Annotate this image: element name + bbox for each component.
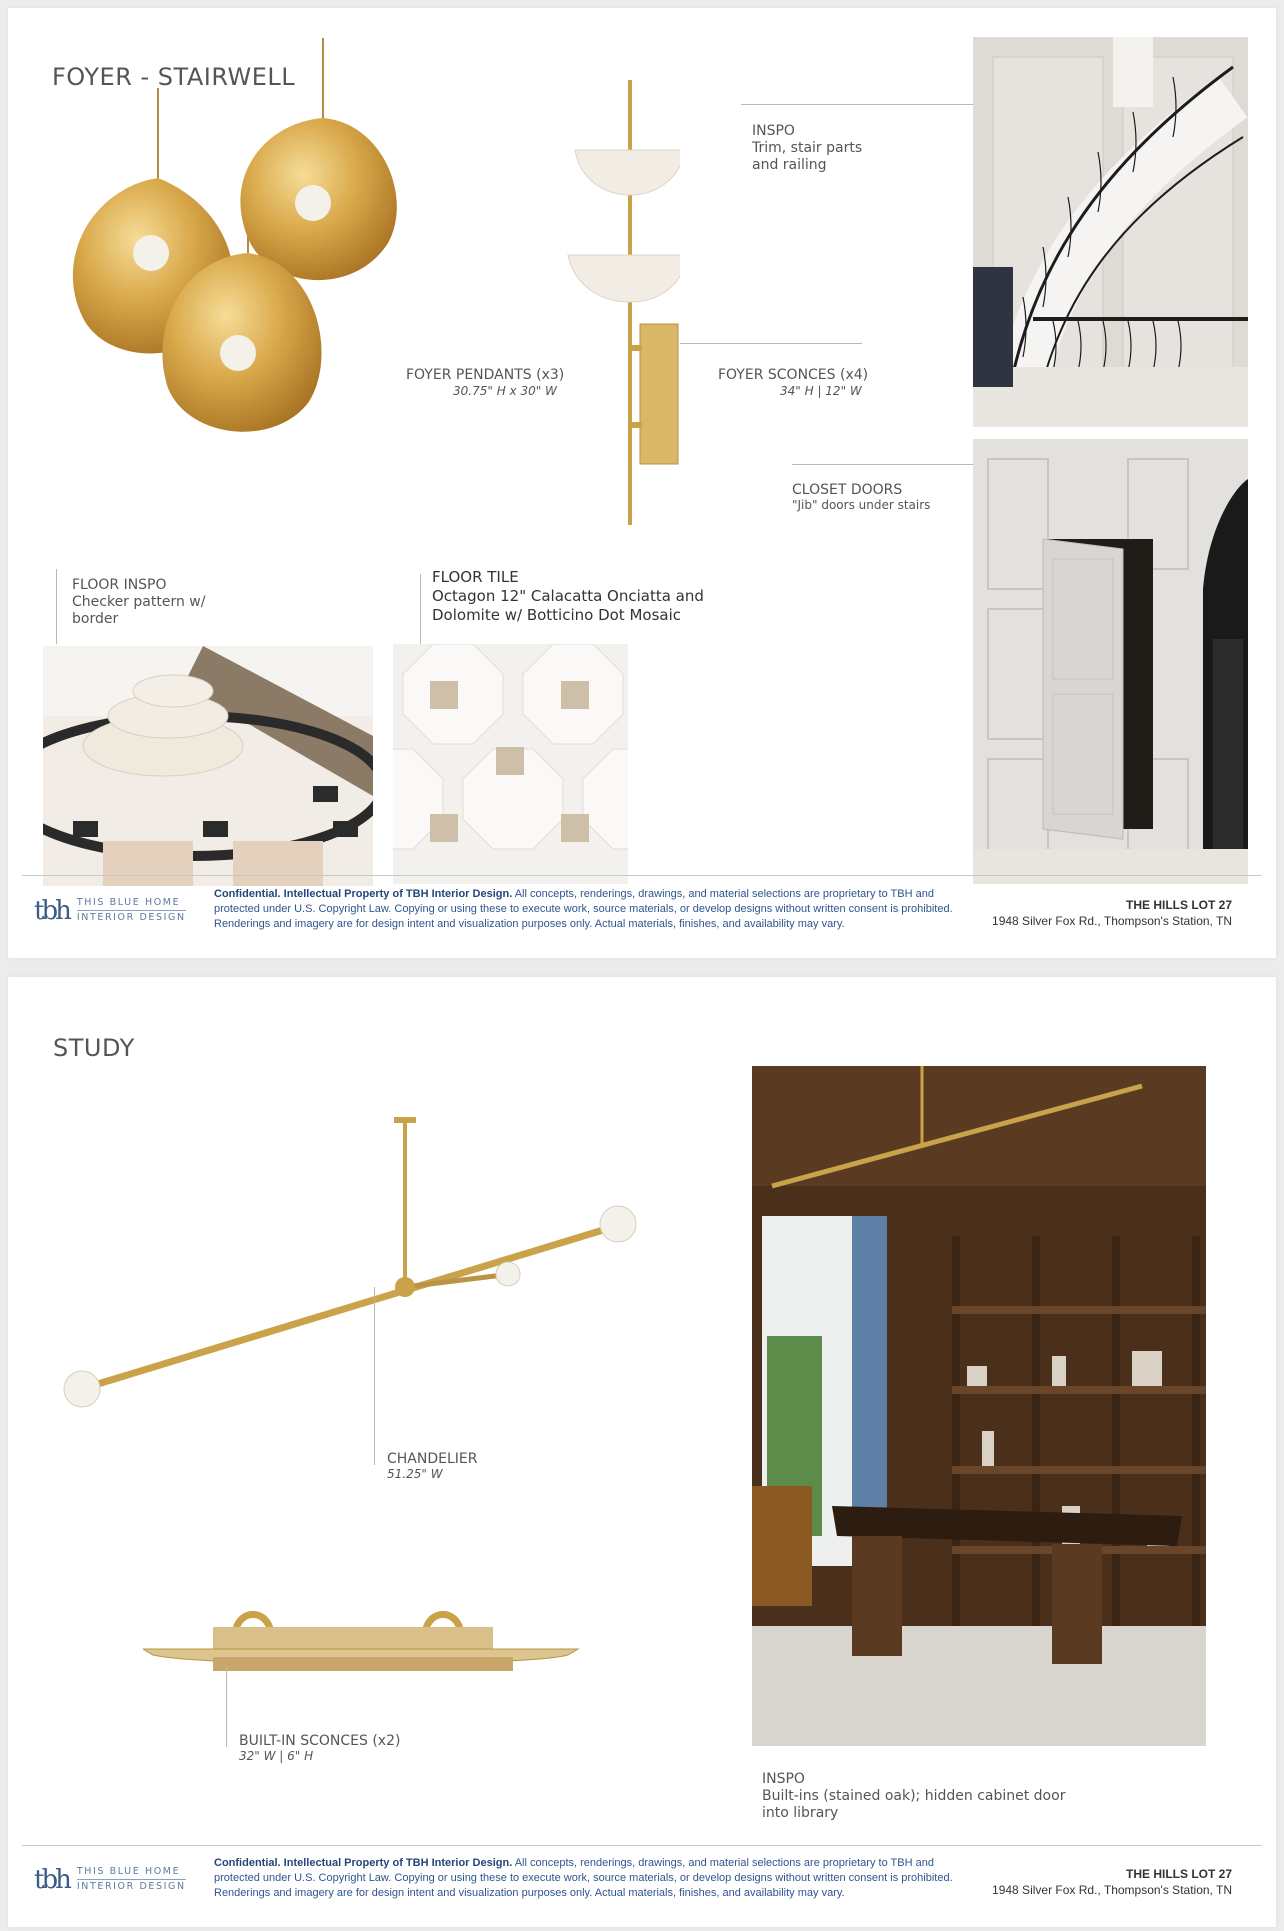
study-inspo-heading: INSPO xyxy=(762,1771,805,1787)
pendants-dims: 30.75" H x 30" W xyxy=(453,384,557,398)
sconces-dims: 34" H | 12" W xyxy=(780,384,862,398)
chandelier-dims: 51.25" W xyxy=(387,1467,443,1481)
chandelier-leader-line xyxy=(374,1287,375,1465)
builtin-sconce-image xyxy=(143,1597,583,1687)
floor-inspo-line2: border xyxy=(72,611,119,627)
inspo-leader-line xyxy=(741,104,981,105)
study-inspo-line2: into library xyxy=(762,1805,839,1821)
legal-bold: Confidential. Intellectual Property of TBH Interior Design. xyxy=(214,1857,513,1869)
legal-line2: and protected under U.S. Copyright Law. Copying or using these to execute work, source materials, or develop designs without written consent is xyxy=(214,888,934,915)
chandelier-image xyxy=(58,1117,658,1457)
floor-inspo-leader-line xyxy=(56,569,57,644)
builtin-dims: 32" W | 6" H xyxy=(239,1749,314,1763)
builtin-leader-line xyxy=(226,1667,227,1747)
legal-line3: prohibited. Renderings and imagery are for design intent and visualization purposes only. Actual materials, finishes, and availability may vary. xyxy=(214,1872,953,1899)
foyer-sconce-image xyxy=(560,80,680,530)
project-info xyxy=(992,897,1232,929)
legal-line1: All concepts, renderings, drawings, and material selections are proprietary to TBH xyxy=(514,888,913,900)
floor-tile-heading: FLOOR TILE xyxy=(432,568,519,586)
project-name: THE HILLS LOT 27 xyxy=(1125,898,1232,912)
closet-doors-photo xyxy=(973,439,1248,884)
study-inspo-line1: Built-ins (stained oak); hidden cabinet door xyxy=(762,1788,1066,1804)
study-inspo-photo xyxy=(752,1066,1206,1746)
inspo-heading: INSPO xyxy=(752,123,795,139)
logo-line1: THIS BLUE HOME xyxy=(76,1866,181,1877)
floor-inspo-line1: Checker pattern w/ xyxy=(72,594,206,610)
legal-bold: Confidential. Intellectual Property of TBH Interior Design. xyxy=(214,888,513,900)
logo-line2: INTERIOR DESIGN xyxy=(76,1881,186,1892)
project-info xyxy=(992,1866,1232,1898)
stair-railing-photo xyxy=(973,37,1248,427)
logo-mark: tbh xyxy=(34,1864,69,1895)
page-title: FOYER - STAIRWELL xyxy=(52,63,296,91)
closet-desc: "Jib" doors under stairs xyxy=(792,498,931,512)
project-address: 1948 Silver Fox Rd., Thompson's Station, TN xyxy=(992,914,1232,928)
floor-inspo-photo xyxy=(43,646,373,886)
legal-notice xyxy=(214,1856,954,1901)
sconce-leader-line xyxy=(680,343,862,344)
footer-logo xyxy=(34,897,186,924)
footer-rule xyxy=(22,1845,1262,1846)
study-page xyxy=(8,977,1276,1927)
logo-line2: INTERIOR DESIGN xyxy=(76,912,186,923)
legal-line1: All concepts, renderings, drawings, and material selections are proprietary to TBH xyxy=(514,1857,913,1869)
inspo-line2: and railing xyxy=(752,157,827,173)
legal-line2: and protected under U.S. Copyright Law. Copying or using these to execute work, source materials, or develop designs without written consent is xyxy=(214,1857,934,1884)
project-address: 1948 Silver Fox Rd., Thompson's Station, TN xyxy=(992,1883,1232,1897)
floor-tile-line1: Octagon 12" Calacatta Onciatta and xyxy=(432,587,704,605)
logo-line1: THIS BLUE HOME xyxy=(76,897,181,908)
floor-tile-swatch xyxy=(393,644,628,884)
project-name: THE HILLS LOT 27 xyxy=(1125,1867,1232,1881)
legal-line3: prohibited. Renderings and imagery are for design intent and visualization purposes only. Actual materials, finishes, and availability may vary. xyxy=(214,903,953,930)
page-title: STUDY xyxy=(53,1034,135,1062)
floor-tile-line2: Dolomite w/ Botticino Dot Mosaic xyxy=(432,606,682,624)
inspo-line1: Trim, stair parts xyxy=(752,140,863,156)
floor-inspo-heading: FLOOR INSPO xyxy=(72,577,167,593)
logo-mark: tbh xyxy=(34,895,69,926)
footer-logo xyxy=(34,1866,186,1893)
foyer-pendants-image xyxy=(63,28,403,448)
legal-notice xyxy=(214,887,954,932)
sconces-label: FOYER SCONCES (x4) xyxy=(718,367,869,383)
closet-heading: CLOSET DOORS xyxy=(792,482,903,498)
chandelier-label: CHANDELIER xyxy=(387,1451,478,1467)
foyer-stairwell-page xyxy=(8,8,1276,958)
footer-rule xyxy=(22,875,1262,876)
builtin-label: BUILT-IN SCONCES (x2) xyxy=(239,1733,401,1749)
pendants-label: FOYER PENDANTS (x3) xyxy=(406,367,565,383)
